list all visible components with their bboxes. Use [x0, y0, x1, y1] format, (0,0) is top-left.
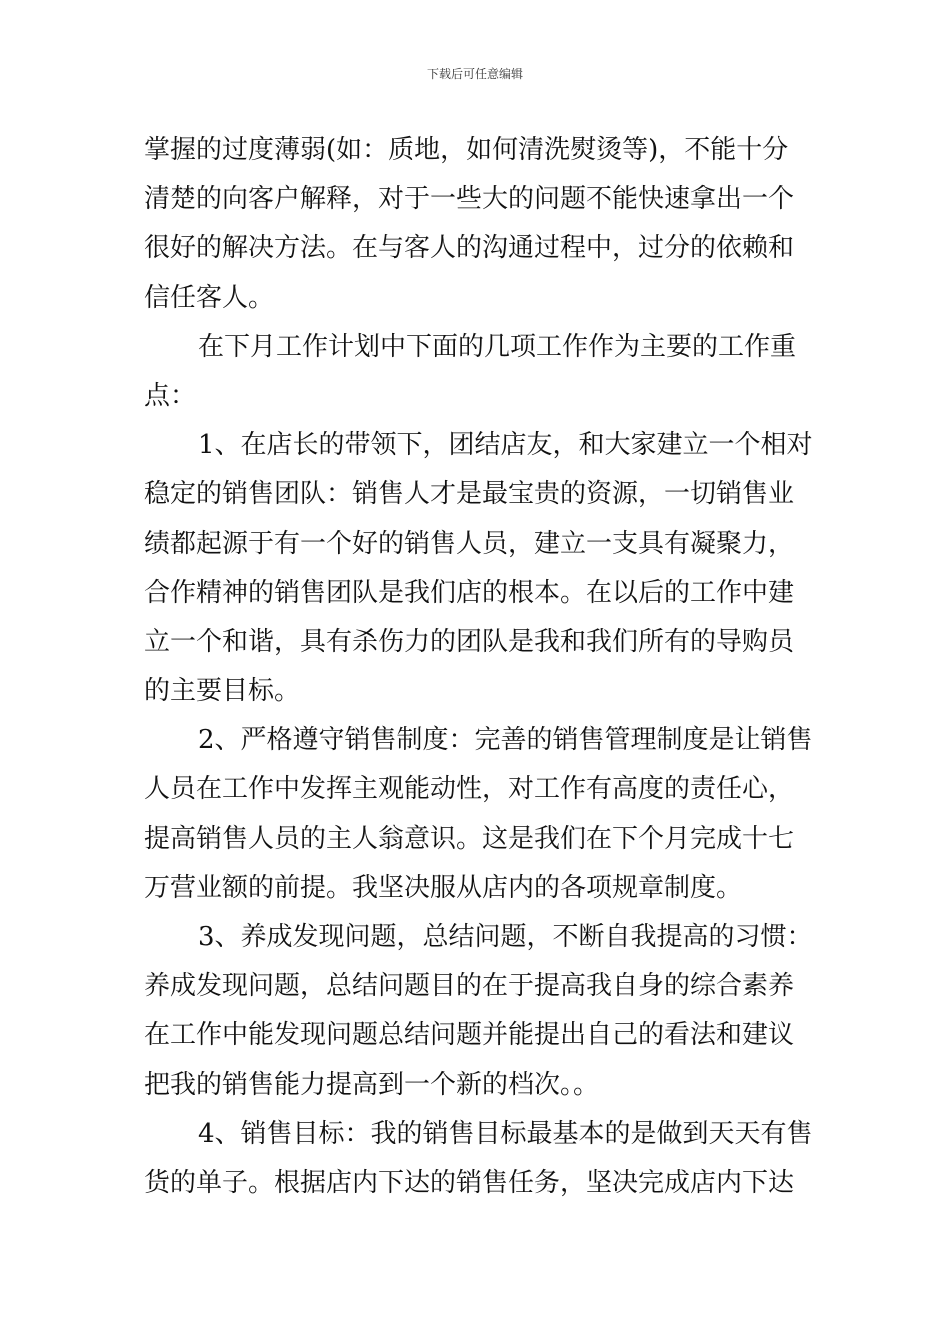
page-header: 下载后可任意编辑 [426, 67, 523, 81]
text-line: 货的单子。根据店内下达的销售任务，坚决完成店内下达 [144, 1167, 795, 1198]
paragraph-first-line: 1、在店长的带领下，团结店友，和大家建立一个相对 [198, 430, 813, 461]
paragraph-first-line: 2、严格遵守销售制度：完善的销售管理制度是让销售 [198, 725, 813, 756]
document-body [144, 126, 813, 1208]
text-line: 在工作中能发现问题总结问题并能提出自己的看法和建议 [144, 1020, 795, 1051]
paragraph-first-line: 3、养成发现问题，总结问题，不断自我提高的习惯： [198, 922, 813, 952]
text-line: 的主要目标。 [144, 676, 301, 707]
text-line: 立一个和谐，具有杀伤力的团队是我和我们所有的导购员 [144, 626, 795, 657]
text-line: 信任客人。 [144, 282, 275, 313]
text-line: 绩都起源于有一个好的销售人员，建立一支具有凝聚力， [144, 528, 795, 559]
text-line: 养成发现问题，总结问题目的在于提高我自身的综合素养 [144, 971, 795, 1002]
text-line: 很好的解决方法。在与客人的沟通过程中，过分的依赖和 [144, 233, 795, 264]
text-line: 点： [144, 380, 197, 411]
text-line: 人员在工作中发挥主观能动性，对工作有高度的责任心， [144, 774, 795, 805]
text-line: 万营业额的前提。我坚决服从店内的各项规章制度。 [144, 872, 743, 903]
text-line: 合作精神的销售团队是我们店的根本。在以后的工作中建 [144, 577, 795, 608]
text-line: 把我的销售能力提高到一个新的档次。。 [144, 1069, 600, 1100]
paragraph-first-line: 4、销售目标：我的销售目标最基本的是做到天天有售 [198, 1118, 813, 1149]
text-line: 掌握的过度薄弱(如：质地，如何清洗熨烫等)，不能十分 [144, 135, 789, 165]
text-line: 稳定的销售团队：销售人才是最宝贵的资源，一切销售业 [144, 479, 795, 510]
text-line: 清楚的向客户解释，对于一些大的问题不能快速拿出一个 [144, 184, 795, 215]
text-line: 提高销售人员的主人翁意识。这是我们在下个月完成十七 [144, 823, 795, 854]
paragraph-first-line: 在下月工作计划中下面的几项工作作为主要的工作重 [198, 331, 797, 362]
